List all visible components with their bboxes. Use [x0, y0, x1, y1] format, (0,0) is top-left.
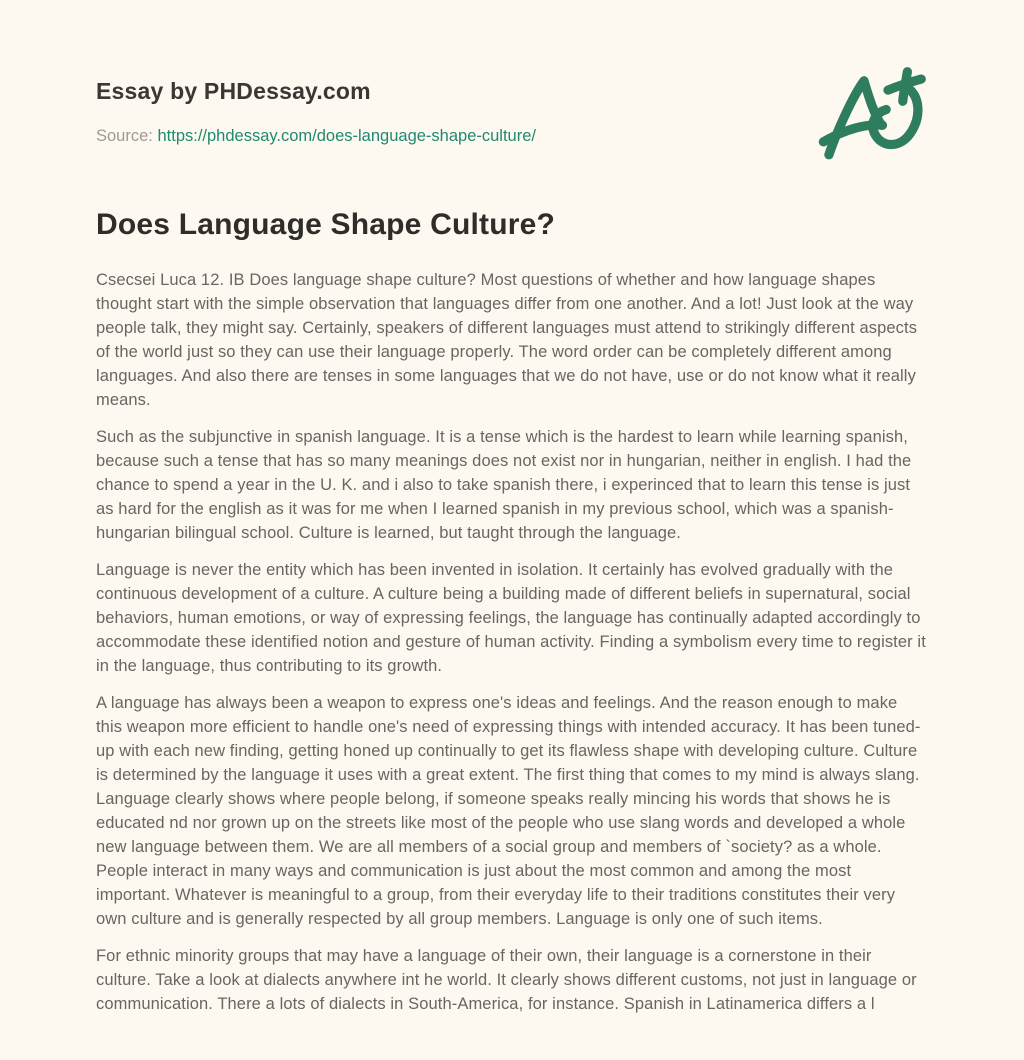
page-title: Essay by PHDessay.com [96, 78, 371, 104]
essay-paragraph: A language has always been a weapon to express one's ideas and feelings. And the reason enough to make this weapon more efficient to handle one's need of expressing things with intended accuracy. It has been tuned-up with each new finding, getting honed up continually to get its flawless shape with developing culture. Culture is determined by the language it uses with a great extent. The first thing that comes to my mind is always slang. Language clearly shows where people belong, if someone speaks really mincing his words that shows he is educated nd nor grown up on the streets like most of the people who use slang words and developed a whole new language between them. We are all members of a social group and members of `society? as a whole. People interact in many ways and communication is just about the most common and among the most important. Whatever is meaningful to a group, from their everyday life to their traditions constitutes their very own culture and is generally respected by all group members. Language is only one of such items. [96, 694, 921, 928]
source-link[interactable]: https://phdessay.com/does-language-shape-culture/ [157, 127, 536, 145]
essay-body [96, 268, 928, 1016]
essay-paragraph: Such as the subjunctive in spanish language. It is a tense which is the hardest to learn while learning spanish, because such a tense that has so many meanings does not exist nor in hungarian, neither in english. I had the chance to spend a year in the U. K. and i also to take spanish there, i experinced that to learn this tense is just as hard for the english as it was for me when I learned spanish in my previous school, which was a spanish-hungarian bilingual school. Culture is learned, but taught through the language. [96, 428, 912, 542]
a-plus-logo-icon [816, 62, 936, 170]
essay-title: Does Language Shape Culture? [96, 208, 555, 241]
essay-paragraph: Language is never the entity which has been invented in isolation. It certainly has evolved gradually with the continuous development of a culture. A culture being a building made of different beliefs in supernatural, social behaviors, human emotions, or way of expressing feelings, the language has continually adapted accordingly to accommodate these identified notion and gesture of human activity. Finding a symbolism every time to register it in the language, thus contributing to its growth. [96, 561, 926, 675]
source-line [96, 127, 928, 146]
source-label: Source: [96, 127, 153, 145]
essay-paragraph: For ethnic minority groups that may have a language of their own, their language is a cornerstone in their culture. Take a look at dialects anywhere int he world. It clearly shows different customs, not just in language or communication. There a lots of dialects in South-America, for instance. Spanish in Latinamerica differs a l [96, 947, 917, 1013]
essay-paragraph: Csecsei Luca 12. IB Does language shape culture? Most questions of whether and how language shapes thought start with the simple observation that languages differ from one another. And a lot! Just look at the way people talk, they might say. Certainly, speakers of different languages must attend to strikingly different aspects of the world just so they can use their language properly. The word order can be completely different among languages. And also there are tenses in some languages that we do not have, use or do not know what it really means. [96, 271, 918, 409]
